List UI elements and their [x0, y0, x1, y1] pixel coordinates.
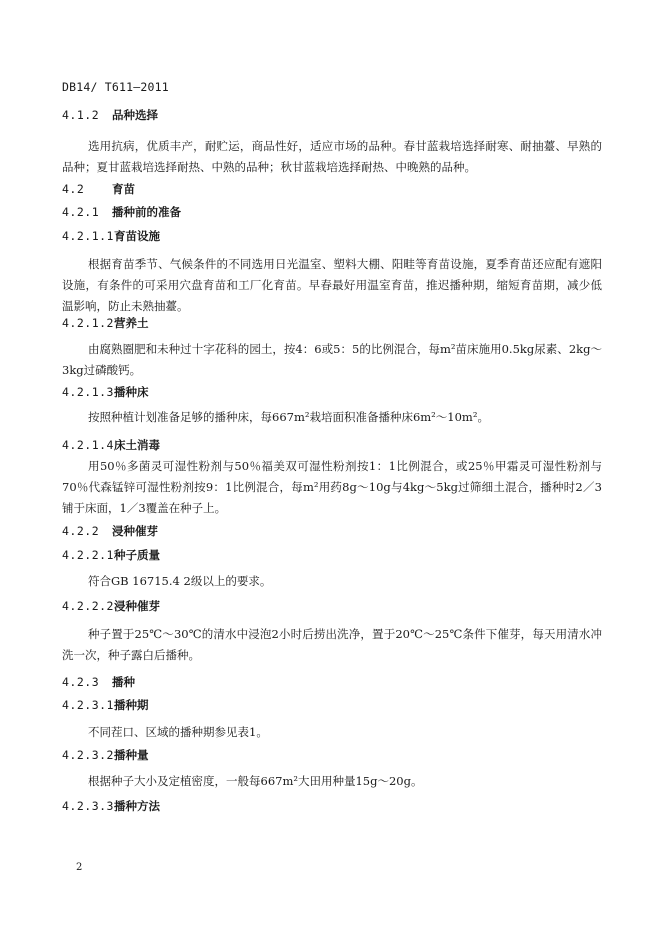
body-paragraph: 符合GB 16715.4 2级以上的要求。	[88, 574, 272, 588]
body-paragraph: 按照种植计划准备足够的播种床，每667m²栽培面积准备播种床6m²～10m²。	[88, 410, 489, 424]
section-title: 浸种催芽	[113, 599, 160, 613]
page-number: 2	[76, 862, 83, 873]
section-heading	[62, 314, 602, 332]
section-heading	[62, 597, 602, 615]
section-heading	[62, 180, 602, 198]
section-number: 4.2.1.3	[62, 385, 114, 399]
section-number: 4.2.3.2	[62, 748, 114, 762]
section-title: 播种前的准备	[112, 205, 181, 219]
section-title: 播种	[112, 675, 135, 689]
section-title: 种子质量	[113, 548, 160, 562]
section-heading	[62, 203, 602, 221]
section-title: 播种床	[113, 385, 149, 399]
section-heading	[62, 546, 602, 564]
section-number: 4.2	[62, 182, 85, 196]
section-number: 4.2.2.1	[62, 548, 114, 562]
section-number: 4.2.1.2	[62, 316, 114, 330]
section-number: 4.2.3.3	[62, 799, 114, 813]
section-title: 品种选择	[112, 108, 158, 122]
section-number: 4.1.2	[62, 108, 100, 122]
body-paragraph: 由腐熟圈肥和未种过十字花科的园土，按4：6或5：5的比例混合，每m²苗床施用0.5kg尿素、2kg～3kg过磷酸钙。	[62, 342, 602, 377]
body-paragraph: 根据种子大小及定植密度，一般每667m²大田用种量15g～20g。	[88, 774, 423, 788]
body-paragraph: 根据育苗季节、气候条件的不同选用日光温室、塑料大棚、阳畦等育苗设施，夏季育苗还应配有遮阳设施，有条件的可采用穴盘育苗和工厂化育苗。早春最好用温室育苗，推迟播种期，缩短育苗期，减少低温影响，防止未熟抽薹。	[62, 257, 602, 313]
section-number: 4.2.3.1	[62, 698, 114, 712]
section-heading	[62, 673, 602, 691]
section-heading	[62, 436, 602, 454]
section-number: 4.2.1	[62, 205, 100, 219]
section-title: 床土消毒	[113, 438, 160, 452]
section-number: 4.2.2	[62, 524, 100, 538]
section-heading	[62, 106, 602, 124]
section-heading	[62, 746, 602, 764]
section-title: 育苗	[112, 182, 135, 196]
section-title: 播种方法	[113, 799, 160, 813]
section-heading	[62, 227, 602, 245]
body-paragraph: 不同茬口、区域的播种期参见表1。	[88, 725, 268, 739]
section-heading	[62, 383, 602, 401]
section-title: 播种量	[113, 748, 149, 762]
section-heading	[62, 696, 602, 714]
section-title: 播种期	[113, 698, 149, 712]
section-number: 4.2.2.2	[62, 599, 114, 613]
section-heading	[62, 522, 602, 540]
body-paragraph: 用50％多菌灵可湿性粉剂与50％福美双可湿性粉剂按1：1比例混合，或25％甲霜灵可湿性粉剂与70％代森锰锌可湿性粉剂按9：1比例混合，每m²用药8g～10g与4kg～5kg过筛细土混合，播种时2／3铺于床面，1／3覆盖在种子上。	[62, 459, 602, 515]
section-heading	[62, 797, 602, 815]
section-title: 育苗设施	[113, 229, 160, 243]
section-number: 4.2.1.4	[62, 438, 114, 452]
section-title: 营养土	[113, 316, 149, 330]
section-number: 4.2.3	[62, 675, 100, 689]
section-title: 浸种催芽	[112, 524, 158, 538]
body-paragraph: 种子置于25℃～30℃的清水中浸泡2小时后捞出洗净，置于20℃～25℃条件下催芽，每天用清水冲洗一次，种子露白后播种。	[62, 627, 602, 662]
section-number: 4.2.1.1	[62, 229, 114, 243]
body-paragraph: 选用抗病，优质丰产，耐贮运，商品性好，适应市场的品种。春甘蓝栽培选择耐寒、耐抽薹、早熟的品种；夏甘蓝栽培选择耐热、中熟的品种；秋甘蓝栽培选择耐热、中晚熟的品种。	[62, 139, 602, 174]
document-id: DB14/ T611—2011	[62, 80, 169, 94]
